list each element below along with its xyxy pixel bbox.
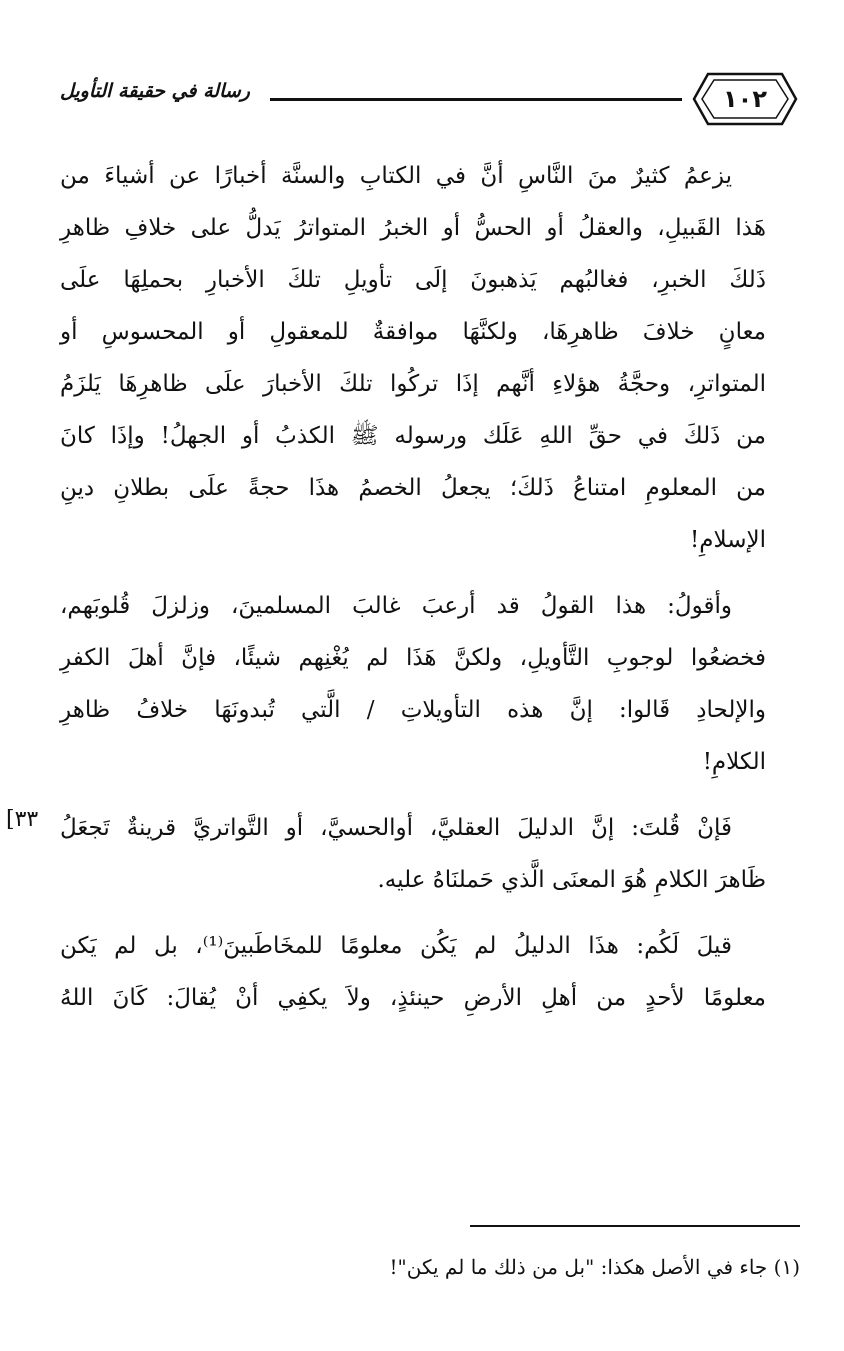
margin-reference: [٣٣ [6, 807, 39, 832]
text-line: معانٍ خلافَ ظاهرِهَا، ولكنَّهَا موافقةٌ للمعقولِ أو المحسوسِ أو [60, 319, 766, 345]
text-line: يزعمُ كثيرٌ منَ النَّاسِ أنَّ في الكتابِ والسنَّة أخبارًا عن أشياءَ من [60, 163, 732, 189]
paragraph-4 [60, 920, 800, 1024]
text-line: من المعلومِ امتناعُ ذَلكَ؛ يجعلُ الخصمُ هذَا حجةً علَى بطلانِ دينِ [60, 475, 766, 501]
main-text [60, 150, 800, 1038]
text-line: والإلحادِ قَالوا: إنَّ هذه التأويلاتِ / الَّتي تُبدونَهَا خلافُ ظاهرِ [60, 697, 766, 723]
text-line: فخضعُوا لوجوبِ التَّأويلِ، ولكنَّ هَذَا لم يُغْنِهم شيئًا، فإنَّ أهلَ الكفرِ [60, 645, 766, 671]
text-line: ظَاهرَ الكلامِ هُوَ المعنَى الَّذي حَملنَاهُ عليه. [377, 867, 766, 893]
page-number-badge [690, 70, 800, 128]
page-number: ١٠٢ [723, 85, 767, 113]
page-header [60, 70, 800, 130]
text-line: قيلَ لَكُم: هذَا الدليلُ لم يَكُن معلومًا للمخَاطَبينَ⁽¹⁾، بل لم يَكن [60, 933, 732, 959]
text-line: معلومًا لأحدٍ من أهلِ الأرضِ حينئذٍ، ولاَ يكفِي أنْ يُقالَ: كَانَ اللهُ [60, 985, 766, 1011]
text-line: هَذا القَبيلِ، والعقلُ أو الحسُّ أو الخبرُ المتواترُ يَدلُّ على خلافِ ظاهرِ [60, 215, 766, 241]
text-line: الإسلامِ! [690, 527, 766, 553]
footnote-rule [470, 1225, 800, 1227]
header-rule [270, 98, 682, 101]
text-line: من ذَلكَ في حقِّ اللهِ عَلَك ورسوله ﷺ الكذبُ أو الجهلُ! وإذَا كانَ [60, 423, 766, 449]
running-title: رسالة في حقيقة التأويل [60, 80, 250, 102]
text-line: فَإنْ قُلتَ: إنَّ الدليلَ العقليَّ، أوالحسيَّ، أو التَّواتريَّ قرينةٌ تَجعَلُ [60, 815, 732, 841]
text-line: ذَلكَ الخبرِ، فغالبُهم يَذهبونَ إلَى تأويلِ تلكَ الأخبارِ بحملِهَا علَى [60, 267, 766, 293]
text-line: الكلامِ! [702, 749, 766, 775]
text-line: وأقولُ: هذا القولُ قد أرعبَ غالبَ المسلمينَ، وزلزلَ قُلوبَهم، [60, 593, 732, 619]
paragraph-1 [60, 150, 800, 566]
paragraph-2 [60, 580, 800, 788]
text-line: المتواترِ، وحجَّةُ هؤلاءِ أنَّهم إذَا تركُوا تلكَ الأخبارَ علَى ظاهرِهَا يَلزَمُ [60, 371, 766, 397]
paragraph-3 [60, 802, 800, 906]
footnote: (١) جاء في الأصل هكذا: "بل من ذلك ما لم يكن"! [389, 1255, 800, 1279]
